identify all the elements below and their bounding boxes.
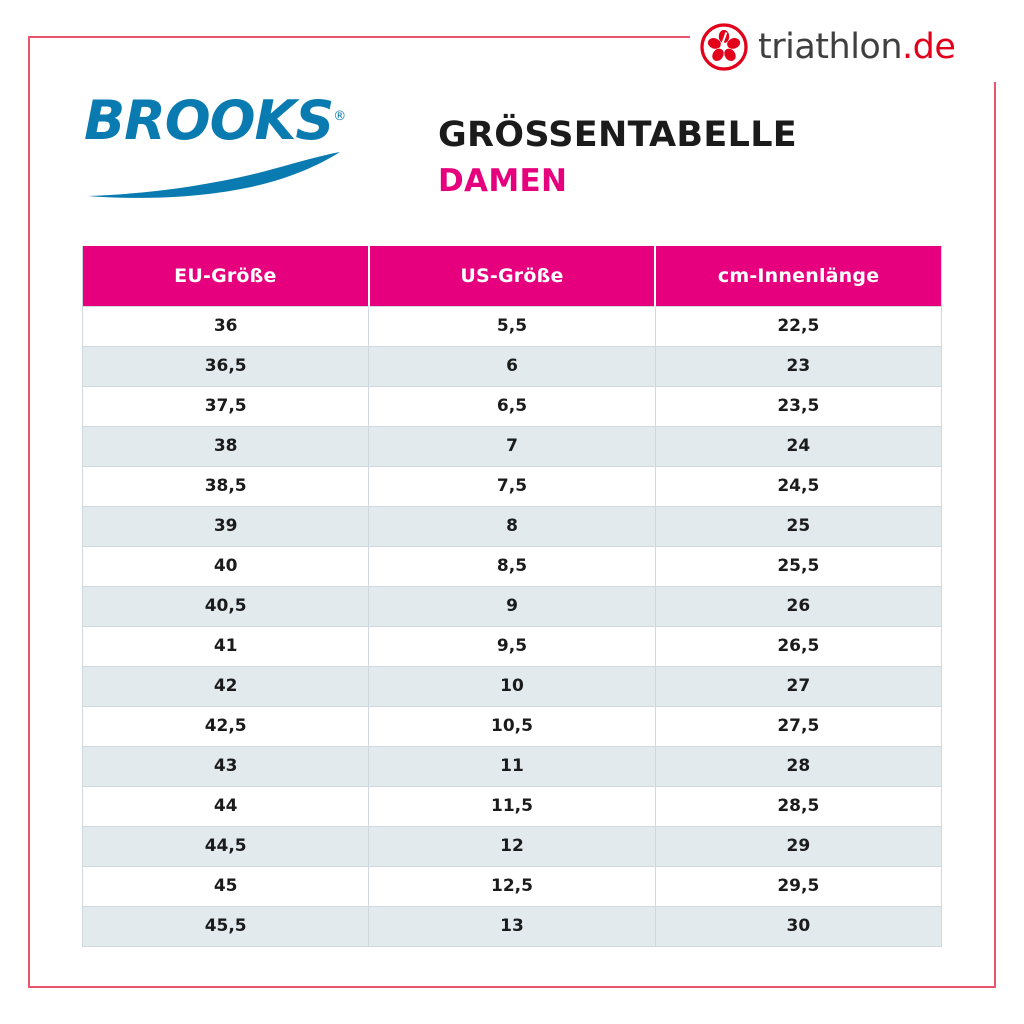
table-header-row bbox=[83, 246, 942, 306]
triathlon-de-wordmark bbox=[758, 26, 956, 67]
table-row bbox=[83, 546, 942, 586]
cell-cm-length: 23 bbox=[655, 346, 941, 386]
cell-us-size: 6,5 bbox=[369, 386, 655, 426]
cell-us-size: 10 bbox=[369, 666, 655, 706]
cell-us-size: 10,5 bbox=[369, 706, 655, 746]
triathlon-de-logo bbox=[700, 22, 955, 72]
cell-eu-size: 40,5 bbox=[83, 586, 369, 626]
table-row bbox=[83, 586, 942, 626]
table-row bbox=[83, 306, 942, 346]
cell-us-size: 6 bbox=[369, 346, 655, 386]
table-row bbox=[83, 346, 942, 386]
hibiscus-flower-icon bbox=[700, 23, 748, 71]
page-subtitle: DAMEN bbox=[438, 163, 568, 199]
cell-eu-size: 42,5 bbox=[83, 706, 369, 746]
cell-cm-length: 27,5 bbox=[655, 706, 941, 746]
brooks-logo bbox=[84, 89, 374, 204]
cell-cm-length: 22,5 bbox=[655, 306, 941, 346]
brooks-logo-text: BROOKS bbox=[84, 89, 334, 152]
table-body bbox=[83, 306, 942, 946]
table-row bbox=[83, 666, 942, 706]
table-row bbox=[83, 906, 942, 946]
cell-cm-length: 30 bbox=[655, 906, 941, 946]
table-row bbox=[83, 786, 942, 826]
cell-eu-size: 39 bbox=[83, 506, 369, 546]
cell-eu-size: 36 bbox=[83, 306, 369, 346]
cell-us-size: 9,5 bbox=[369, 626, 655, 666]
cell-us-size: 12,5 bbox=[369, 866, 655, 906]
brooks-swoosh-icon bbox=[86, 150, 344, 200]
column-header-eu: EU-Größe bbox=[83, 246, 369, 306]
table-row bbox=[83, 386, 942, 426]
cell-cm-length: 25 bbox=[655, 506, 941, 546]
size-table bbox=[82, 246, 942, 947]
table-row bbox=[83, 506, 942, 546]
registered-trademark-icon: ® bbox=[333, 109, 346, 124]
cell-cm-length: 28,5 bbox=[655, 786, 941, 826]
cell-cm-length: 26 bbox=[655, 586, 941, 626]
cell-us-size: 8,5 bbox=[369, 546, 655, 586]
page-title: GRÖSSENTABELLE bbox=[438, 115, 798, 155]
column-header-us: US-Größe bbox=[369, 246, 655, 306]
table-row bbox=[83, 706, 942, 746]
cell-eu-size: 43 bbox=[83, 746, 369, 786]
cell-cm-length: 23,5 bbox=[655, 386, 941, 426]
column-header-cm: cm-Innenlänge bbox=[655, 246, 941, 306]
cell-cm-length: 24 bbox=[655, 426, 941, 466]
cell-eu-size: 45 bbox=[83, 866, 369, 906]
cell-eu-size: 44 bbox=[83, 786, 369, 826]
cell-eu-size: 36,5 bbox=[83, 346, 369, 386]
table-row bbox=[83, 466, 942, 506]
table-row bbox=[83, 626, 942, 666]
table-row bbox=[83, 826, 942, 866]
cell-eu-size: 40 bbox=[83, 546, 369, 586]
cell-cm-length: 24,5 bbox=[655, 466, 941, 506]
cell-us-size: 5,5 bbox=[369, 306, 655, 346]
cell-eu-size: 37,5 bbox=[83, 386, 369, 426]
cell-us-size: 13 bbox=[369, 906, 655, 946]
cell-us-size: 9 bbox=[369, 586, 655, 626]
site-name: triathlon bbox=[758, 26, 903, 67]
cell-cm-length: 27 bbox=[655, 666, 941, 706]
table-header bbox=[83, 246, 942, 306]
cell-eu-size: 38 bbox=[83, 426, 369, 466]
cell-eu-size: 45,5 bbox=[83, 906, 369, 946]
table-row bbox=[83, 746, 942, 786]
cell-eu-size: 44,5 bbox=[83, 826, 369, 866]
cell-cm-length: 29 bbox=[655, 826, 941, 866]
cell-us-size: 11 bbox=[369, 746, 655, 786]
cell-cm-length: 29,5 bbox=[655, 866, 941, 906]
table-row bbox=[83, 426, 942, 466]
cell-cm-length: 26,5 bbox=[655, 626, 941, 666]
cell-eu-size: 42 bbox=[83, 666, 369, 706]
cell-us-size: 7,5 bbox=[369, 466, 655, 506]
cell-us-size: 12 bbox=[369, 826, 655, 866]
cell-eu-size: 41 bbox=[83, 626, 369, 666]
brooks-wordmark bbox=[84, 89, 374, 152]
site-tld: .de bbox=[902, 26, 956, 67]
cell-cm-length: 25,5 bbox=[655, 546, 941, 586]
table-row bbox=[83, 866, 942, 906]
cell-us-size: 8 bbox=[369, 506, 655, 546]
cell-eu-size: 38,5 bbox=[83, 466, 369, 506]
cell-us-size: 11,5 bbox=[369, 786, 655, 826]
cell-cm-length: 28 bbox=[655, 746, 941, 786]
cell-us-size: 7 bbox=[369, 426, 655, 466]
size-table-container bbox=[82, 246, 942, 947]
